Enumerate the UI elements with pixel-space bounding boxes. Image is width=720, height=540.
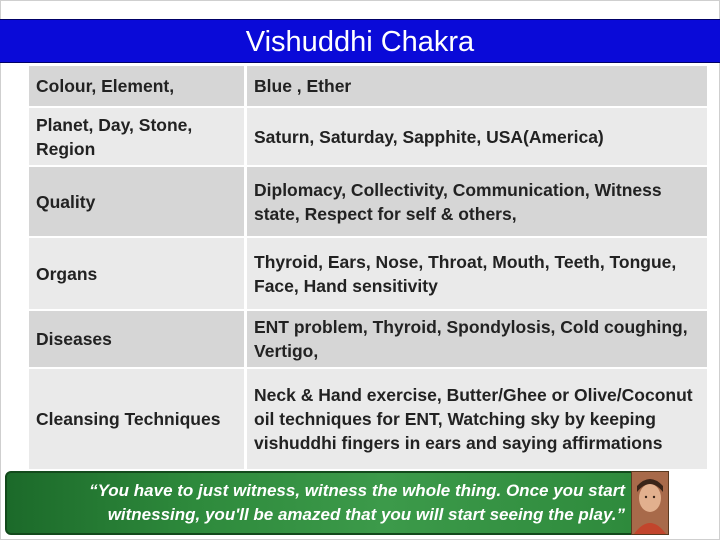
portrait-image — [631, 471, 669, 535]
row-value: Thyroid, Ears, Nose, Throat, Mouth, Teeth, Tongue, Face, Hand sensitivity — [247, 238, 707, 309]
row-label: Organs — [29, 238, 244, 309]
table-row — [29, 311, 707, 367]
row-value: Neck & Hand exercise, Butter/Ghee or Olive/Coconut oil techniques for ENT, Watching sky by keeping vishuddhi fingers in ears and saying affirmations — [247, 369, 707, 469]
row-label: Quality — [29, 167, 244, 236]
table-row — [29, 108, 707, 165]
row-value: Diplomacy, Collectivity, Communication, Witness state, Respect for self & others, — [247, 167, 707, 236]
table-row — [29, 66, 707, 106]
table-row — [29, 167, 707, 236]
slide-title: Vishuddhi Chakra — [245, 26, 475, 58]
row-value: ENT problem, Thyroid, Spondylosis, Cold coughing, Vertigo, — [247, 311, 707, 367]
row-label: Colour, Element, — [29, 66, 244, 106]
quote-text: “You have to just witness, witness the whole thing. Once you start witnessing, you'll be amazed that you will start seeing the play.” — [89, 481, 625, 524]
row-label: Cleansing Techniques — [29, 369, 244, 469]
row-value: Blue , Ether — [247, 66, 707, 106]
table-row — [29, 238, 707, 309]
row-label: Diseases — [29, 311, 244, 367]
table-row — [29, 369, 707, 469]
row-value: Saturn, Saturday, Sapphite, USA(America) — [247, 108, 707, 165]
row-label: Planet, Day, Stone, Region — [29, 108, 244, 165]
